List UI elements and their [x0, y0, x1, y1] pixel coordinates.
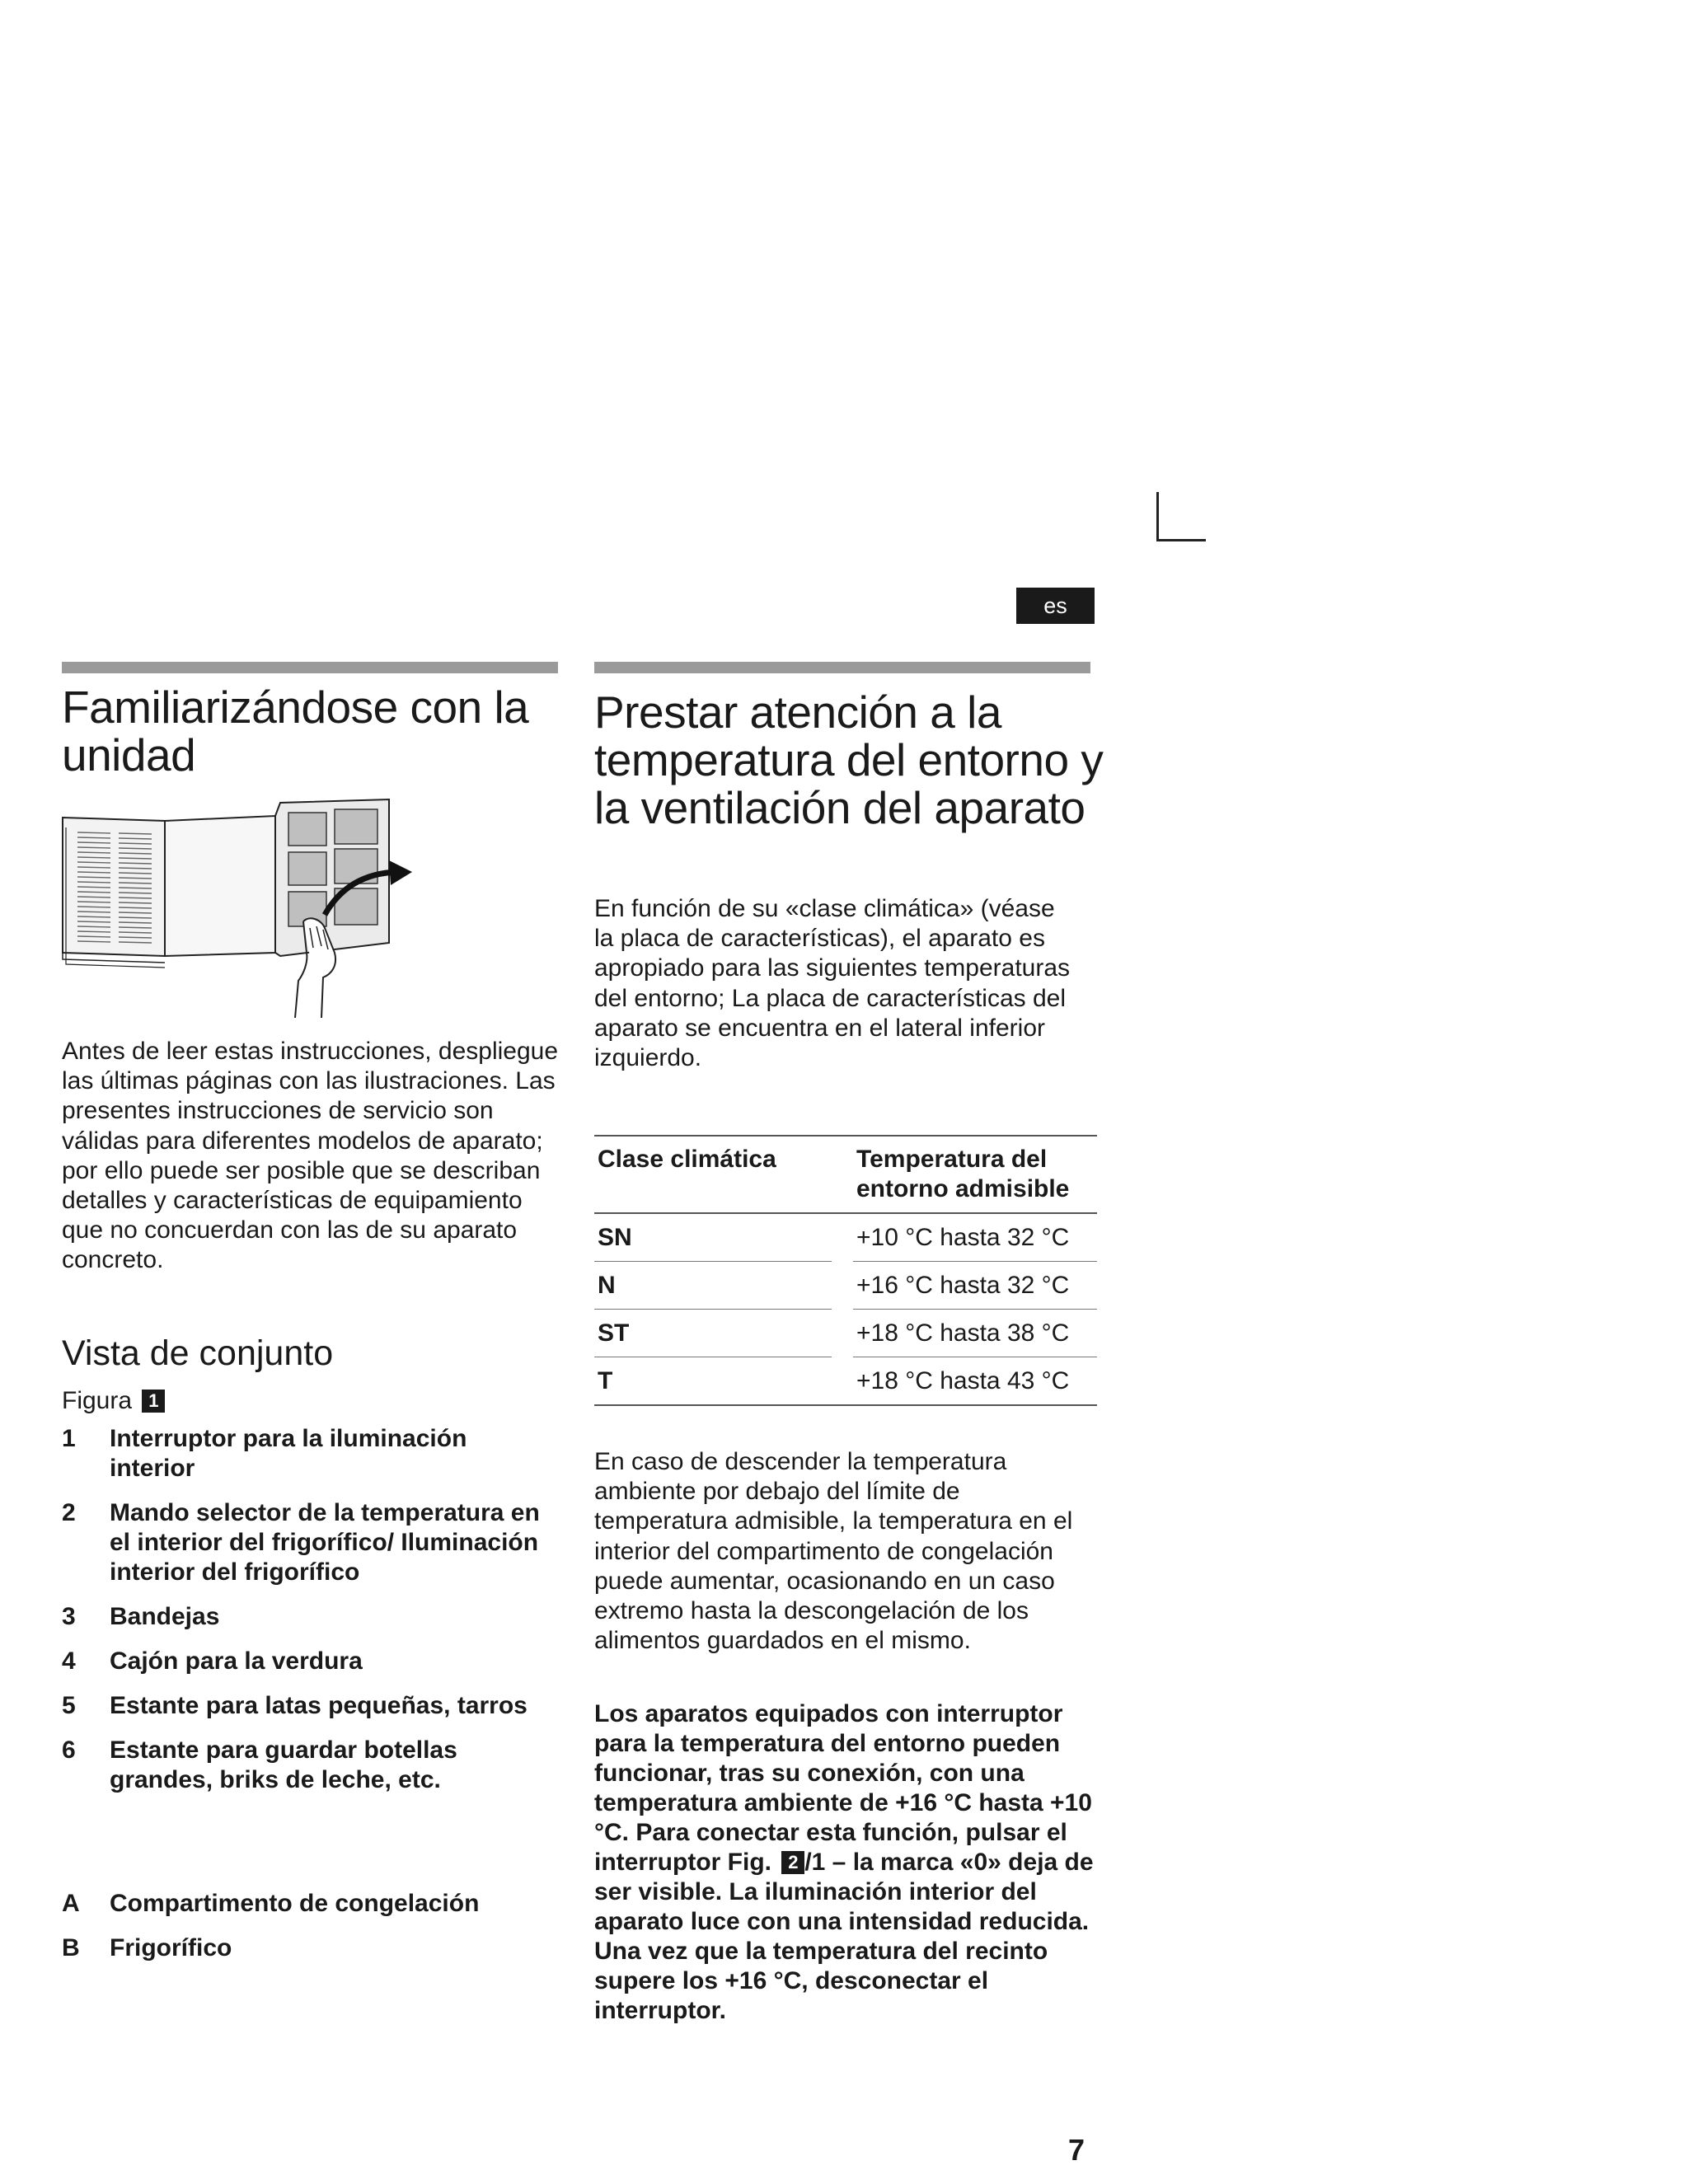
part-label: Interruptor para la iluminación interior: [110, 1425, 467, 1482]
part-number: 4: [62, 1647, 76, 1675]
table-row: [594, 1310, 1097, 1357]
part-number: 2: [62, 1499, 76, 1526]
section-title-right: Prestar atención a la temperatura del entorno y la ventilación del aparato: [594, 687, 1104, 833]
low-temperature-warning: En caso de descender la temperatura ambiente por debajo del límite de temperatura admisible, la temperatura en el interior del compartimento de congelación puede aumentar, ocasionando en un caso extremo hasta la descongelación de los alimentos guardados en el mismo.: [594, 1448, 1073, 1655]
fold-out-pages-illustration: [59, 791, 422, 1018]
figure-number-badge: 1: [142, 1390, 165, 1413]
figure-reference: [62, 1386, 165, 1416]
list-item: [62, 1424, 556, 1483]
climate-class: ST: [594, 1310, 832, 1357]
ambient-switch-note: [594, 1699, 1099, 2026]
list-item: [62, 1691, 556, 1721]
section-title-left: Familiarizándose con la unidad: [62, 682, 529, 780]
page-number: 7: [1068, 2133, 1085, 2167]
compartment-letter: A: [62, 1890, 80, 1917]
temperature-range: +10 °C hasta 32 °C: [853, 1213, 1097, 1262]
list-item: [62, 1498, 556, 1587]
compartment-letter: B: [62, 1934, 80, 1961]
list-item: [62, 1602, 556, 1632]
language-badge: es: [1016, 588, 1095, 624]
intro-paragraph-right: En función de su «clase climática» (véase la placa de características), el aparato es apropiado para las siguientes temperaturas del entorno; La placa de características del aparato se encuentra en el lateral inferior izquierdo.: [594, 895, 1071, 1072]
section-rule-left: [62, 662, 558, 673]
temperature-range: +18 °C hasta 38 °C: [853, 1310, 1097, 1357]
list-item: [62, 1736, 556, 1795]
table-header-class: Clase climática: [594, 1136, 832, 1213]
table-header-range: Temperatura del entorno admisible: [853, 1136, 1097, 1213]
climate-class-table: [594, 1135, 1097, 1406]
part-number: 1: [62, 1425, 76, 1452]
table-row: [594, 1357, 1097, 1406]
overview-heading: Vista de conjunto: [62, 1333, 334, 1373]
climate-class: SN: [594, 1213, 832, 1262]
table-row: [594, 1213, 1097, 1262]
climate-class: T: [594, 1357, 832, 1406]
list-item: [62, 1889, 556, 1919]
part-number: 5: [62, 1692, 76, 1719]
climate-class: N: [594, 1262, 832, 1310]
temperature-range: +18 °C hasta 43 °C: [853, 1357, 1097, 1406]
part-number: 6: [62, 1736, 76, 1764]
part-label: Estante para latas pequeñas, tarros: [110, 1692, 528, 1719]
part-label: Bandejas: [110, 1603, 220, 1630]
compartment-label: Compartimento de congelación: [110, 1890, 480, 1917]
compartment-label: Frigorífico: [110, 1934, 232, 1961]
part-number: 3: [62, 1603, 76, 1630]
list-item: [62, 1933, 556, 1963]
parts-list: [62, 1424, 556, 1810]
note-text-part2: /1 – la marca «0» deja de ser visible. La iluminación interior del aparato luce con una intensidad reducida. Una vez que la temperatura del recinto supere los +16 °C, desconectar el interruptor.: [594, 1849, 1094, 2024]
list-item: [62, 1647, 556, 1676]
table-row: [594, 1262, 1097, 1310]
crop-mark: [1156, 492, 1206, 541]
compartments-list: [62, 1889, 556, 1978]
figure-label: Figura: [62, 1387, 133, 1414]
figure-number-badge: 2: [781, 1851, 804, 1874]
part-label: Estante para guardar botellas grandes, briks de leche, etc.: [110, 1736, 457, 1793]
temperature-range: +16 °C hasta 32 °C: [853, 1262, 1097, 1310]
part-label: Cajón para la verdura: [110, 1647, 363, 1675]
table-header-row: [594, 1136, 1097, 1213]
intro-paragraph-left: Antes de leer estas instrucciones, despliegue las últimas páginas con las ilustraciones. Las presentes instrucciones de servicio son válidas para diferentes modelos de aparato; por ello puede ser posible que se describan detalles y características de equipamiento que no concuerdan con las de su aparato concreto.: [62, 1038, 559, 1274]
section-rule-right: [594, 662, 1090, 673]
note-text-part1: Los aparatos equipados con interruptor para la temperatura del entorno pueden funcionar, tras su conexión, con una temperatura ambiente de +16 °C hasta +10 °C. Para conectar esta función, pulsar el interruptor Fig.: [594, 1700, 1092, 1876]
part-label: Mando selector de la temperatura en el interior del frigorífico/ Iluminación interior del frigorífico: [110, 1499, 540, 1586]
